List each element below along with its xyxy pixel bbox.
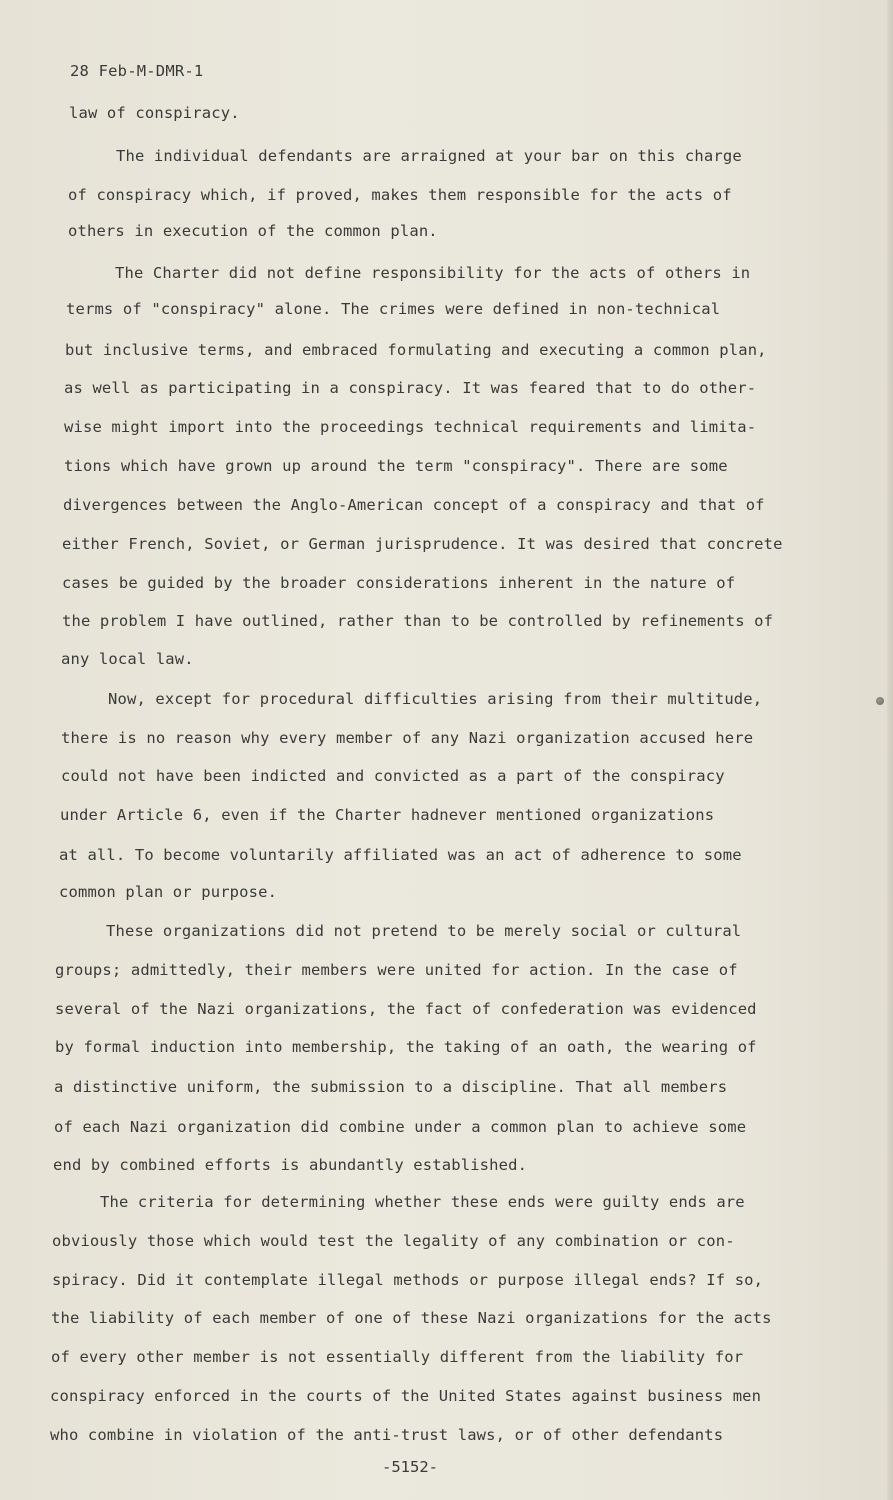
text-line: common plan or purpose. (59, 883, 278, 901)
text-line: groups; admittedly, their members were united for action. In the case of (55, 961, 738, 979)
text-line: either French, Soviet, or German jurisprudence. It was desired that concrete (62, 535, 783, 553)
text-line: terms of "conspiracy" alone. The crimes were defined in non-technical (66, 300, 721, 318)
text-line: at all. To become voluntarily affiliated was an act of adherence to some (59, 846, 742, 864)
text-line: end by combined efforts is abundantly established. (53, 1156, 528, 1174)
document-reference: 28 Feb-M-DMR-1 (70, 62, 204, 80)
text-line: divergences between the Anglo-American concept of a conspiracy and that of (63, 496, 765, 514)
text-line: the problem I have outlined, rather than to be controlled by refinements of (62, 612, 774, 630)
page-number: -5152- (382, 1458, 438, 1476)
text-line: a distinctive uniform, the submission to a discipline. That all members (54, 1078, 728, 1096)
text-line: who combine in violation of the anti-trust laws, or of other defendants (50, 1426, 724, 1444)
text-line: conspiracy enforced in the courts of the United States against business men (50, 1387, 762, 1405)
text-line: spiracy. Did it contemplate illegal methods or purpose illegal ends? If so, (52, 1271, 764, 1289)
text-line: the liability of each member of one of these Nazi organizations for the acts (51, 1309, 772, 1327)
text-line: several of the Nazi organizations, the fact of confederation was evidenced (55, 1000, 757, 1018)
text-line: of each Nazi organization did combine under a common plan to achieve some (54, 1118, 747, 1136)
punch-hole-mark (876, 697, 884, 705)
text-line: but inclusive terms, and embraced formulating and executing a common plan, (65, 341, 767, 359)
page-edge (887, 0, 893, 1500)
text-line: wise might import into the proceedings technical requirements and limita- (64, 418, 757, 436)
text-line: of conspiracy which, if proved, makes them responsible for the acts of (68, 186, 732, 204)
text-line: obviously those which would test the legality of any combination or con- (52, 1232, 735, 1250)
text-line: Now, except for procedural difficulties arising from their multitude, (108, 690, 763, 708)
text-line: any local law. (61, 650, 194, 668)
text-line: cases be guided by the broader considerations inherent in the nature of (62, 574, 736, 592)
text-line: could not have been indicted and convicted as a part of the conspiracy (61, 767, 725, 785)
text-line: The criteria for determining whether these ends were guilty ends are (100, 1193, 745, 1211)
text-line: under Article 6, even if the Charter hadnever mentioned organizations (60, 806, 715, 824)
text-line: The individual defendants are arraigned at your bar on this charge (116, 147, 742, 165)
text-line: by formal induction into membership, the taking of an oath, the wearing of (55, 1038, 757, 1056)
text-line: These organizations did not pretend to be merely social or cultural (106, 922, 742, 940)
text-line: as well as participating in a conspiracy. It was feared that to do other- (64, 379, 757, 397)
text-line: of every other member is not essentially different from the liability for (51, 1348, 744, 1366)
text-line: tions which have grown up around the term "conspiracy". There are some (64, 457, 728, 475)
text-line: there is no reason why every member of any Nazi organization accused here (61, 729, 754, 747)
text-line: The Charter did not define responsibility for the acts of others in (115, 264, 751, 282)
text-line: others in execution of the common plan. (68, 222, 438, 240)
text-line: law of conspiracy. (69, 104, 240, 122)
